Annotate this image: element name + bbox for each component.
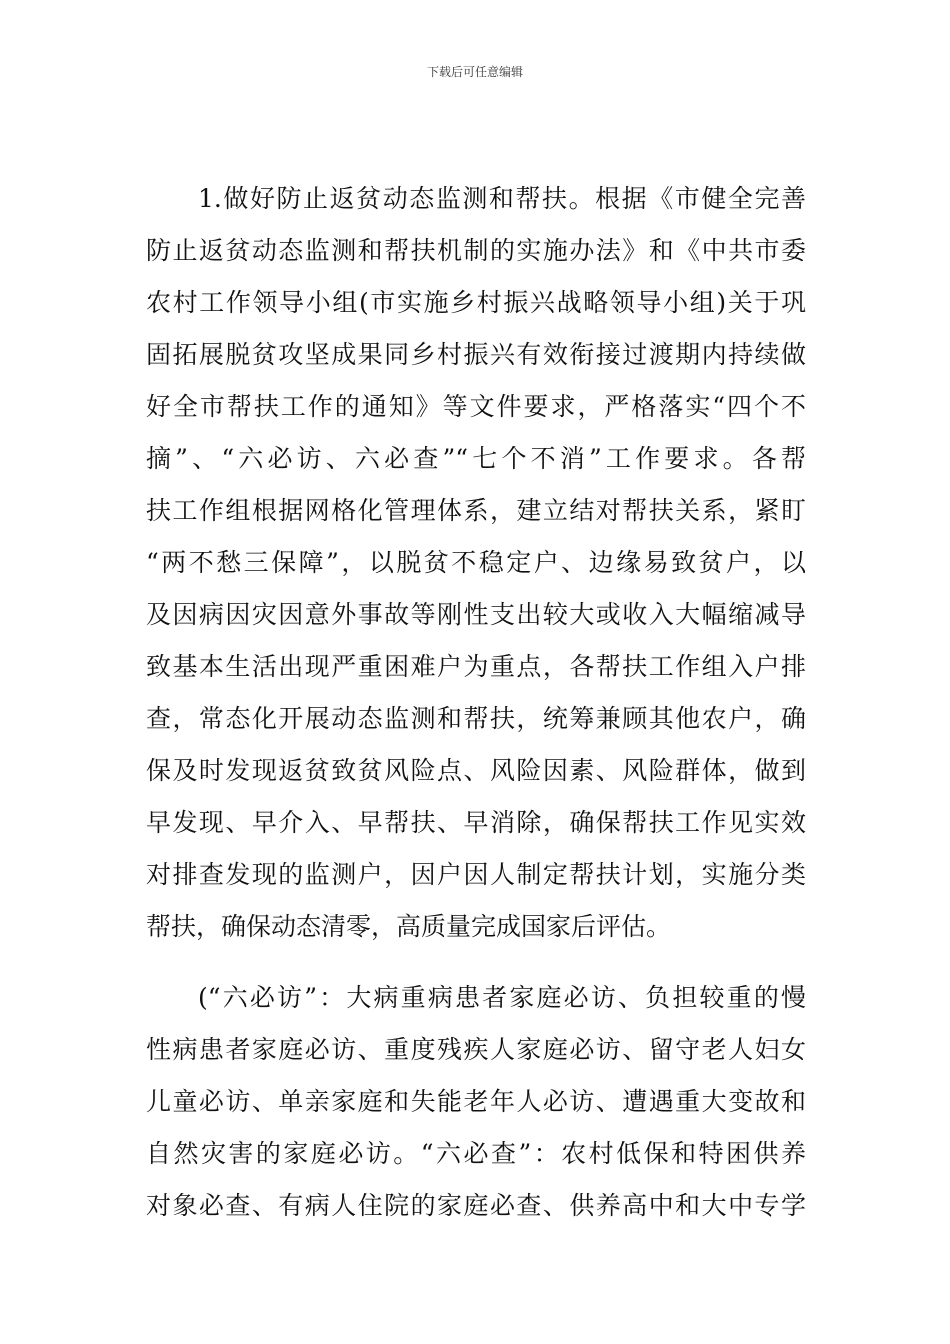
text-line: 性病患者家庭必访、重度残疾人家庭必访、留守老人妇女 [146, 1035, 806, 1064]
text-line: 自然灾害的家庭必访。“六必查”：农村低保和特困供养 [146, 1139, 806, 1168]
paragraph-1 [146, 173, 806, 953]
page-header: 下载后可任意编辑 [426, 65, 523, 79]
text-line: 好全市帮扶工作的通知》等文件要求，严格落实“四个不 [146, 392, 806, 421]
text-line: 帮扶，确保动态清零，高质量完成国家后评估。 [146, 912, 672, 941]
text-line: 对排查发现的监测户，因户因人制定帮扶计划，实施分类 [146, 860, 806, 889]
text-line: 致基本生活出现严重困难户为重点，各帮扶工作组入户排 [146, 652, 806, 681]
text-line: (“六必访”：大病重病患者家庭必访、负担较重的慢 [198, 983, 806, 1012]
text-line: 扶工作组根据网格化管理体系，建立结对帮扶关系，紧盯 [146, 496, 806, 525]
paragraph-2 [146, 972, 806, 1232]
text-line: 保及时发现返贫致贫风险点、风险因素、风险群体，做到 [146, 756, 806, 785]
text-line: 早发现、早介入、早帮扶、早消除，确保帮扶工作见实效 [146, 808, 806, 837]
text-line: 及因病因灾因意外事故等刚性支出较大或收入大幅缩减导 [146, 600, 806, 629]
text-line: 查，常态化开展动态监测和帮扶，统筹兼顾其他农户，确 [146, 704, 806, 733]
text-line: 儿童必访、单亲家庭和失能老年人必访、遭遇重大变故和 [146, 1087, 806, 1116]
text-line: 对象必查、有病人住院的家庭必查、供养高中和大中专学 [146, 1191, 806, 1220]
text-line: “两不愁三保障”，以脱贫不稳定户、边缘易致贫户，以 [146, 548, 806, 577]
text-line: 1.做好防止返贫动态监测和帮扶。根据《市健全完善 [198, 184, 806, 213]
text-line: 固拓展脱贫攻坚成果同乡村振兴有效衔接过渡期内持续做 [146, 340, 806, 369]
text-line: 摘”、“六必访、六必查”“七个不消”工作要求。各帮 [146, 444, 806, 473]
text-line: 农村工作领导小组(市实施乡村振兴战略领导小组)关于巩 [146, 288, 806, 317]
text-line: 防止返贫动态监测和帮扶机制的实施办法》和《中共市委 [146, 236, 806, 265]
